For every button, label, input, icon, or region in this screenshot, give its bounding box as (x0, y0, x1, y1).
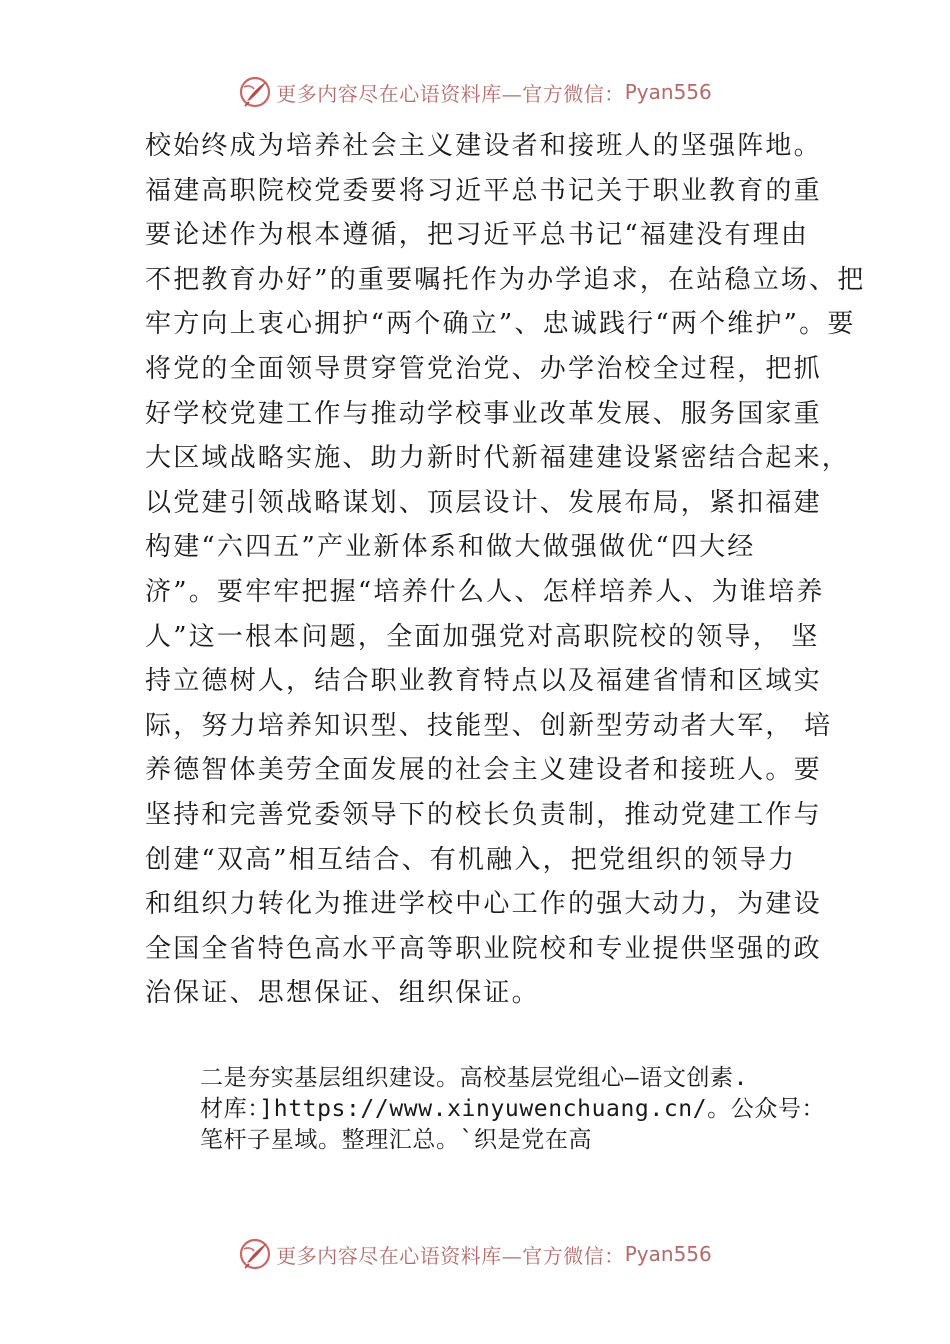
body-line: 将党的全面领导贯穿管党治党、办学治校全过程，把抓 (145, 353, 822, 384)
body-line: 际，努力培养知识型、技能型、创新型劳动者大军， 培 (145, 710, 833, 741)
body-line: 以党建引领战略谋划、顶层设计、发展布局，紧扣福建 (145, 487, 822, 518)
body-line: 济”。要牢牢把握“培养什么人、怎样培养人、为谁培养 (145, 576, 825, 607)
red-quill-logo-icon (238, 1237, 272, 1271)
snippet-line: 材库：]https://www.xinyuwenchuang.cn/。公众号： (200, 1096, 826, 1122)
footer-banner-wechat-id: Pyan556 (624, 1242, 712, 1266)
body-line: 养德智体美劳全面发展的社会主义建设者和接班人。要 (145, 755, 822, 786)
body-line: 治保证、思想保证、组织保证。 (145, 978, 540, 1009)
header-watermark-banner (0, 70, 950, 114)
body-line: 大区域战略实施、助力新时代新福建建设紧密结合起来， (145, 443, 851, 474)
snippet-line: 笔杆子星域。整理汇总。`织是党在高 (200, 1127, 593, 1153)
body-line: 人”这一根本问题，全面加强党对高职院校的领导， 坚 (145, 621, 820, 652)
body-line: 福建高职院校党委要将习近平总书记关于职业教育的重 (145, 175, 822, 206)
header-banner-text: 更多内容尽在心语资料库—官方微信： (276, 81, 625, 106)
body-line: 和组织力转化为推进学校中心工作的强大动力，为建设 (145, 889, 822, 920)
body-line: 坚持和完善党委领导下的校长负责制，推动党建工作与 (145, 799, 822, 830)
document-body (145, 124, 866, 1016)
red-quill-logo-icon (238, 75, 272, 109)
header-banner-wechat-id: Pyan556 (624, 80, 712, 104)
body-line: 牢方向上衷心拥护“两个确立”、忠诚践行“两个维护”。要 (145, 309, 856, 340)
body-line: 校始终成为培养社会主义建设者和接班人的坚强阵地。 (145, 131, 822, 161)
body-line: 好学校党建工作与推动学校事业改革发展、服务国家重 (145, 398, 822, 429)
footer-watermark-banner (0, 1232, 950, 1276)
snippet-line: 二是夯实基层组织建设。高校基层党组心—语文创素. (200, 1065, 749, 1091)
body-line: 全国全省特色高水平高等职业院校和专业提供坚强的政 (145, 933, 822, 964)
footer-banner-text: 更多内容尽在心语资料库—官方微信： (276, 1243, 625, 1268)
body-line: 创建“双高”相互结合、有机融入，把党组织的领导力 (145, 844, 797, 875)
body-line: 要论述作为根本遵循，把习近平总书记“福建没有理由 (145, 220, 810, 251)
section-two-snippet (200, 1063, 850, 1156)
body-line: 构建“六四五”产业新体系和做大做强做优“四大经 (145, 532, 756, 563)
body-line: 不把教育办好”的重要嘱托作为办学追求，在站稳立场、把 (145, 264, 866, 295)
body-line: 持立德树人，结合职业教育特点以及福建省情和区域实 (145, 666, 822, 697)
